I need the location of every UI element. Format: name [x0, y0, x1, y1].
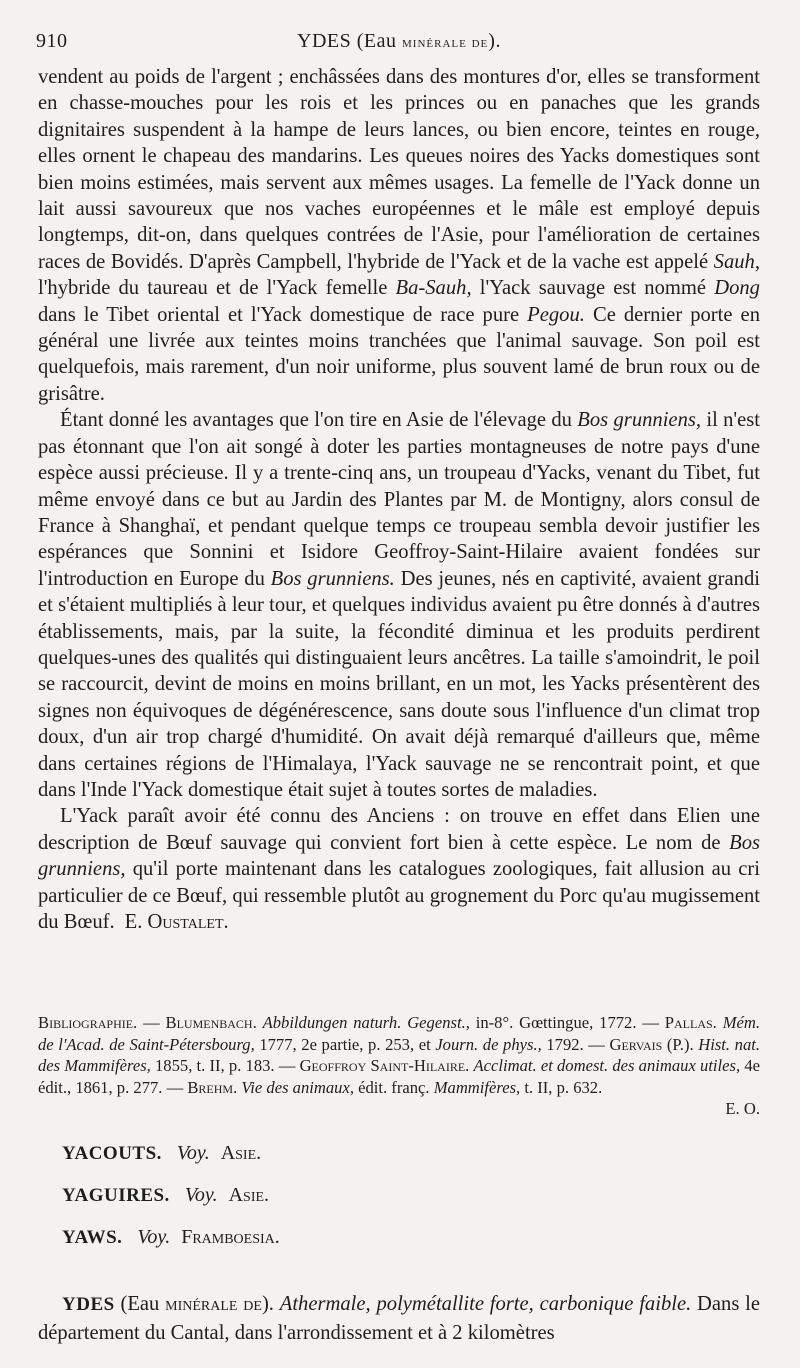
author-signature: E. Oustalet.	[124, 911, 229, 933]
smallcaps-run: Blumenbach.	[165, 1013, 257, 1032]
smallcaps-run: minérale de	[165, 1293, 262, 1315]
smallcaps-run: Bibliographie.	[38, 1013, 138, 1032]
italic-run: Mém. de l'Acad. de Saint-Pétersbourg,	[38, 1013, 761, 1054]
text-run: ).	[261, 1293, 280, 1315]
italic-run: Mammifères,	[433, 1077, 521, 1097]
running-title-small: minérale de	[402, 35, 489, 51]
text-run: Étant donné les avantages que l'on tire en Asie de l'élevage du	[60, 409, 578, 432]
text-run: 1792. —	[541, 1034, 610, 1054]
text-run: qu'il porte maintenant dans les catalogues zoologiques, fait allusion au cri particulier de ce Bœuf, qui ressemble plutôt au grognement du Porc qu'au mugissement du Bœuf.	[38, 858, 760, 933]
smallcaps-run: Pallas.	[664, 1013, 717, 1032]
bibliography	[38, 1012, 760, 1120]
entry-yaws	[62, 1216, 762, 1258]
running-title	[36, 30, 762, 53]
text-run: Dans le département du Cantal, dans l'arrondissement et à 2 kilomètres	[38, 1293, 761, 1344]
text-run: t. II, p. 632.	[520, 1077, 603, 1097]
entry-voy: Voy.	[176, 1142, 210, 1164]
paragraph-2	[38, 407, 760, 803]
entry-voy: Voy.	[184, 1184, 218, 1206]
text-run: Ce dernier porte en général une livrée aux teintes moins tranchées que l'animal sauvage. Son poil est quelquefois, mais rarement, d'un noir uniforme, plus souvent lamé de brun roux ou de grisâtre.	[38, 303, 760, 405]
text-run: L'Yack paraît avoir été connu des Anciens : on trouve en effet dans Elien une description de Bœuf sauvage qui convient fort bien à cette espèce. Le nom de	[38, 805, 760, 854]
text-run: édit. franç.	[353, 1077, 434, 1097]
bold-run: YDES	[62, 1294, 115, 1315]
text-run: Des jeunes, nés en captivité, avaient grandi et s'étaient multipliés à leur tour, et quelques individus avaient pu être donnés à d'autres établissements, mais, par la suite, la fécondité diminua et les produits perdirent quelques-unes des qualités qui distinguaient leurs ancêtres. La taille s'amoindrit, le poil se raccourcit, devint de moins en moins brillant, en un mot, les Yacks présentèrent des signes non équivoques de dégénérescence, sans doute sous l'influence d'un climat trop doux, d'un air trop chargé d'humidité. On avait déjà remarqué d'ailleurs que, même dans certaines régions de l'Himalaya, l'Yack sauvage ne se rencontrait point, et que dans l'Inde l'Yack domestique était sujet à toutes sortes de maladies.	[38, 567, 760, 801]
italic-run: Athermale, polymétallite forte, carbonique faible.	[279, 1293, 692, 1315]
bibliography-text	[38, 1012, 760, 1098]
text-run: dans le Tibet oriental et l'Yack domestique de race pure	[38, 303, 528, 326]
text-run: 4e édit., 1861, p. 277. —	[38, 1056, 760, 1097]
italic-run: Dong	[714, 277, 760, 300]
entry-headword: YACOUTS.	[62, 1143, 162, 1164]
entry-reference: Asie.	[228, 1184, 270, 1206]
running-title-end: ).	[488, 30, 501, 52]
italic-run: Hist. nat. des Mammifères,	[38, 1034, 761, 1076]
text-run: in-8°. Gœttingue, 1772. —	[469, 1013, 665, 1032]
text-run: l'hybride du taureau et de l'Yack femelle	[38, 277, 396, 300]
running-header	[36, 30, 762, 62]
smallcaps-run: Brehm.	[187, 1077, 238, 1097]
page-number: 910	[36, 30, 68, 52]
entry-voy: Voy.	[137, 1226, 171, 1248]
entry-headword: YAGUIRES.	[62, 1185, 170, 1206]
entry-headword: YAWS.	[62, 1227, 123, 1248]
text-run: 1855, t. II, p. 183. —	[150, 1056, 300, 1076]
italic-run: Sauh,	[713, 250, 760, 273]
entry-yaguires	[62, 1174, 762, 1216]
entry-reference: Asie.	[220, 1142, 262, 1164]
italic-run: Acclimat. et domest. des animaux utiles,	[473, 1056, 741, 1076]
paragraph-3	[38, 803, 760, 935]
italic-run: Journ. de phys.,	[435, 1034, 542, 1054]
italic-run: Ba-Sauh,	[395, 277, 472, 300]
text-run: l'Yack sauvage est nommé	[471, 277, 715, 300]
bibliography-initials: E. O.	[725, 1099, 760, 1119]
article-body	[38, 64, 760, 935]
text-run: (Eau	[114, 1293, 166, 1315]
entry-yacouts	[62, 1132, 762, 1174]
entry-ydes-text	[38, 1290, 760, 1347]
italic-run: Pegou.	[527, 303, 585, 326]
italic-run: Abbildungen naturh. Gegenst.,	[262, 1013, 470, 1032]
smallcaps-run: Gervais (P.).	[609, 1034, 694, 1054]
text-run: —	[137, 1013, 166, 1032]
cross-reference-entries	[62, 1132, 762, 1258]
italic-run: Bos grunniens,	[577, 409, 702, 432]
italic-run: Vie des animaux,	[241, 1077, 354, 1097]
running-title-main: YDES (Eau	[297, 30, 397, 52]
italic-run: Bos grunniens.	[270, 567, 395, 590]
smallcaps-run: Geoffroy Saint-Hilaire.	[299, 1056, 470, 1076]
text-run: vendent au poids de l'argent ; enchâssées dans des montures d'or, elles se transforment en chasse-mouches pour les rois et les princes ou en panaches que les grands dignitaires suspendent à la hampe de leurs lances, ou bien encore, teintes en rouge, elles ornent le chapeau des mandarins. Les queues noires des Yacks domestiques sont bien moins estimées, mais servent aux mêmes usages. La femelle de l'Yack donne un lait aussi savoureux que nos vaches européennes et le mâle est employé depuis longtemps, dit-on, dans quelques contrées de l'Asie, pour l'amélioration de certaines races de Bovidés. D'après Campbell, l'hybride de l'Yack et de la vache est appelé	[38, 66, 760, 273]
paragraph-1	[38, 64, 760, 407]
text-run: il n'est pas étonnant que l'on ait songé à doter les parties montagneuses de notre pays d'une espèce aussi précieuse. Il y a trente-cinq ans, un troupeau d'Yacks, venant du Tibet, fut même envoyé dans ce but au Jardin des Plantes par M. de Montigny, alors consul de France à Shanghaï, et pendant quelque temps ce troupeau sembla devoir justifier les espérances que Sonnini et Isidore Geoffroy-Saint-Hilaire avaient fondées sur l'introduction en Europe du	[38, 409, 760, 590]
italic-run: Bos grunniens,	[38, 831, 760, 881]
entry-reference: Framboesia.	[181, 1226, 280, 1248]
text-run: 1777, 2e partie, p. 253, et	[254, 1034, 436, 1054]
entry-ydes	[38, 1290, 760, 1347]
